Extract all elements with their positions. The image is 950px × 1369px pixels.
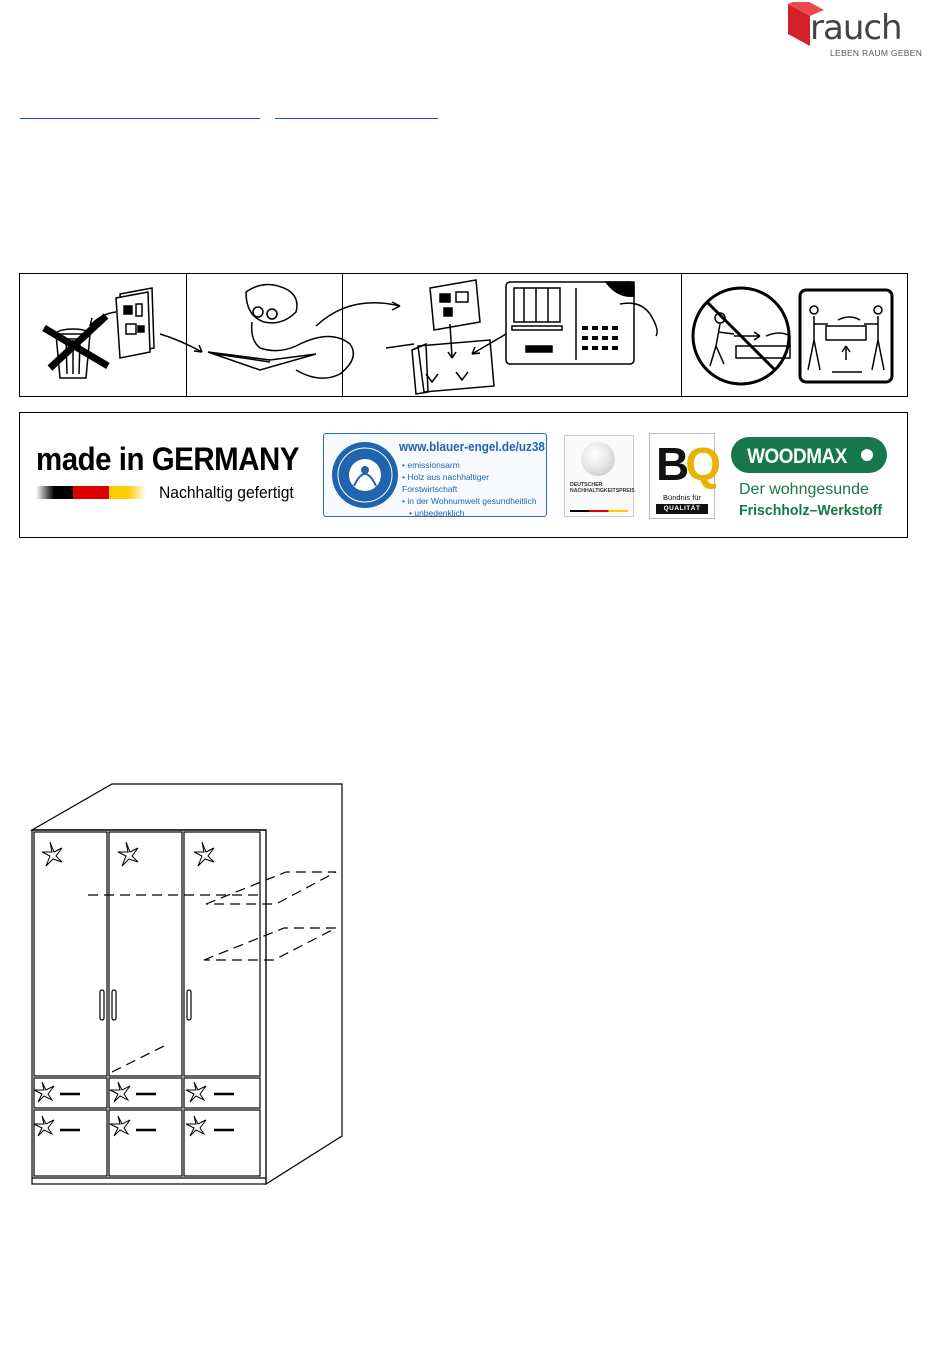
woodmax-badge — [729, 433, 889, 523]
bq-line2: QUALITÄT — [656, 504, 708, 514]
document-link-2[interactable] — [275, 104, 438, 119]
woodmax-name: WOODMAX — [747, 445, 847, 468]
german-flag-bar — [36, 486, 146, 499]
do-not-push-icon — [693, 288, 790, 384]
woodmax-pill — [731, 437, 887, 473]
blauer-engel-url: www.blauer-engel.de/uz38 — [399, 439, 545, 454]
woodmax-line2: Frischholz–Werkstoff — [739, 502, 883, 519]
keep-in-folder-icon — [386, 280, 506, 394]
pictograms-drawing — [20, 274, 909, 398]
no-trash-icon — [44, 316, 108, 378]
blauer-engel-point: • in der Wohnumwelt gesundheitlich — [402, 495, 546, 507]
dnp-label-line2: NACHHALTIGKEITSPREIS — [570, 488, 635, 494]
instruction-pictograms-panel — [19, 273, 908, 397]
nachhaltigkeitspreis-ball-icon — [581, 442, 615, 476]
blauer-engel-point: • emissionsarm — [402, 459, 546, 471]
rauch-logo — [788, 2, 923, 60]
dnp-label-line1: DEUTSCHER — [570, 482, 603, 488]
document-link-1[interactable] — [20, 104, 260, 119]
logo-wordmark: rauch — [810, 8, 902, 48]
numbered-parts-diagram-icon — [506, 282, 657, 364]
certifications-panel — [19, 412, 908, 538]
blauer-engel-points — [402, 459, 546, 519]
nachhaltigkeitspreis-badge — [564, 435, 634, 517]
made-in-germany-title: made in GERMANY — [36, 441, 300, 477]
bq-quality-badge — [649, 433, 718, 519]
bq-line1: Bündnis für — [663, 493, 701, 502]
made-in-germany-subtitle: Nachhaltig gefertigt — [159, 483, 294, 502]
blauer-engel-point: • Holz aus nachhaltiger Forstwirtschaft — [402, 471, 546, 495]
lift-together-icon — [800, 290, 892, 382]
wardrobe-illustration — [28, 782, 358, 1192]
woodmax-line1: Der wohngesunde — [739, 481, 869, 498]
dnp-flag-stripe — [570, 510, 628, 512]
logo-tagline: LEBEN RAUM GEBEN — [830, 48, 923, 58]
blauer-engel-emblem-icon — [332, 442, 398, 508]
blauer-engel-label — [323, 433, 547, 517]
read-instructions-icon — [208, 284, 400, 378]
blauer-engel-point: • unbedenklich — [402, 507, 546, 519]
woodmax-dot-icon — [861, 449, 873, 461]
bq-letters: BQ — [656, 438, 718, 490]
